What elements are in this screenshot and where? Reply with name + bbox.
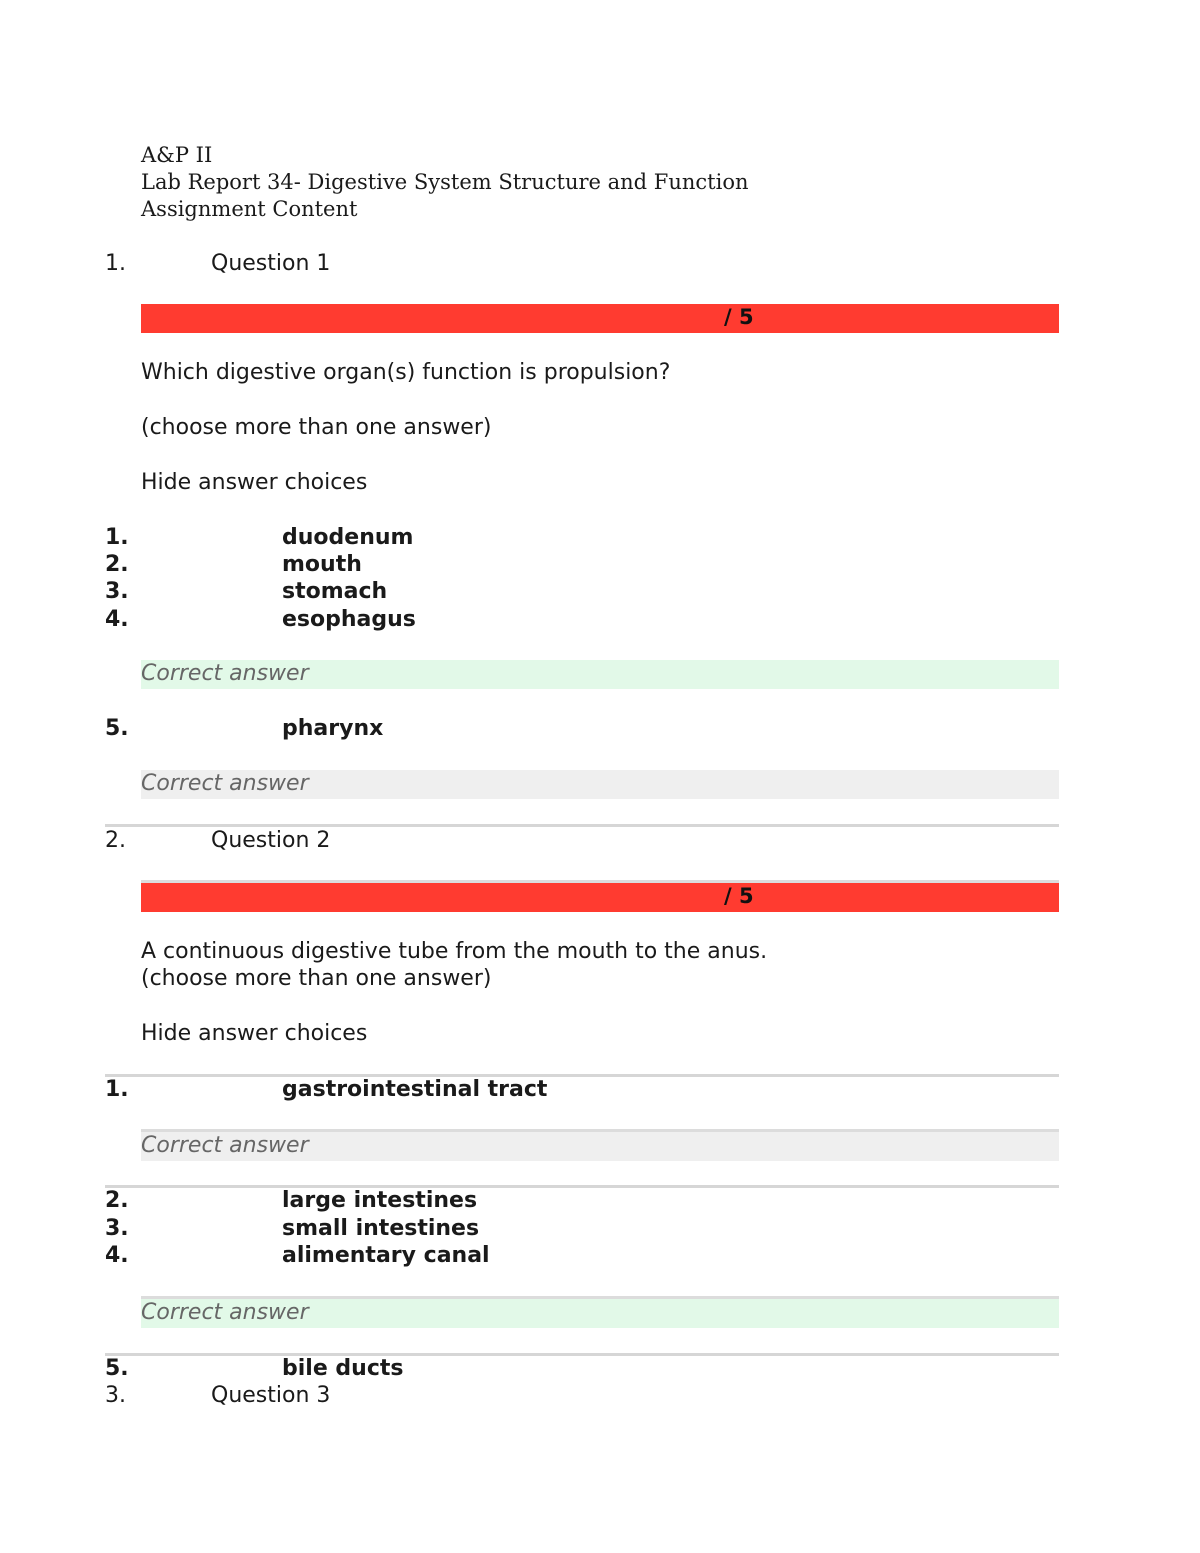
- choice-number: 1.: [105, 1077, 129, 1102]
- choice-number: 2.: [105, 1188, 129, 1213]
- choice-number: 2.: [105, 552, 129, 577]
- choice-number: 5.: [105, 716, 129, 741]
- choice-label[interactable]: alimentary canal: [282, 1243, 490, 1268]
- correct-answer-feedback: [141, 660, 1059, 689]
- divider: [105, 824, 1059, 827]
- divider: [105, 1185, 1059, 1188]
- score-text: / 5: [724, 305, 754, 329]
- question-number: 3.: [105, 1383, 126, 1408]
- hide-answer-choices-link[interactable]: Hide answer choices: [141, 470, 368, 495]
- correct-answer-feedback: [141, 1132, 1059, 1161]
- correct-answer-label: Correct answer: [141, 661, 309, 686]
- document-title: Lab Report 34- Digestive System Structure and Function: [141, 170, 749, 194]
- question-prompt: Which digestive organ(s) function is propulsion?: [141, 360, 671, 385]
- correct-answer-feedback: [141, 770, 1059, 799]
- choice-number: 3.: [105, 1216, 129, 1241]
- document-subtitle: Assignment Content: [141, 197, 358, 221]
- hide-answer-choices-link[interactable]: Hide answer choices: [141, 1021, 368, 1046]
- choice-number: 5.: [105, 1356, 129, 1381]
- score-text: / 5: [724, 884, 754, 908]
- choice-number: 4.: [105, 607, 129, 632]
- question-instruction: (choose more than one answer): [141, 415, 492, 440]
- divider: [105, 1353, 1059, 1356]
- question-instruction: (choose more than one answer): [141, 966, 492, 991]
- choice-label[interactable]: esophagus: [282, 607, 416, 632]
- question-number: 1.: [105, 251, 126, 276]
- correct-answer-label: Correct answer: [141, 771, 309, 796]
- score-bar: [141, 304, 1059, 333]
- divider: [105, 1074, 1059, 1077]
- correct-answer-feedback: [141, 1299, 1059, 1328]
- choice-label[interactable]: bile ducts: [282, 1356, 404, 1381]
- choice-label[interactable]: small intestines: [282, 1216, 480, 1241]
- score-bar: [141, 883, 1059, 912]
- choice-label[interactable]: large intestines: [282, 1188, 478, 1213]
- choice-number: 3.: [105, 579, 129, 604]
- choice-label[interactable]: duodenum: [282, 525, 414, 550]
- question-prompt: A continuous digestive tube from the mouth to the anus.: [141, 939, 768, 964]
- question-label: Question 1: [211, 251, 331, 276]
- correct-answer-label: Correct answer: [141, 1133, 309, 1158]
- choice-label[interactable]: mouth: [282, 552, 362, 577]
- choice-number: 4.: [105, 1243, 129, 1268]
- question-label: Question 2: [211, 828, 331, 853]
- choice-label[interactable]: pharynx: [282, 716, 384, 741]
- choice-label[interactable]: stomach: [282, 579, 388, 604]
- choice-number: 1.: [105, 525, 129, 550]
- question-label: Question 3: [211, 1383, 331, 1408]
- correct-answer-label: Correct answer: [141, 1300, 309, 1325]
- course-name: A&P II: [141, 143, 213, 167]
- question-number: 2.: [105, 828, 126, 853]
- choice-label[interactable]: gastrointestinal tract: [282, 1077, 548, 1102]
